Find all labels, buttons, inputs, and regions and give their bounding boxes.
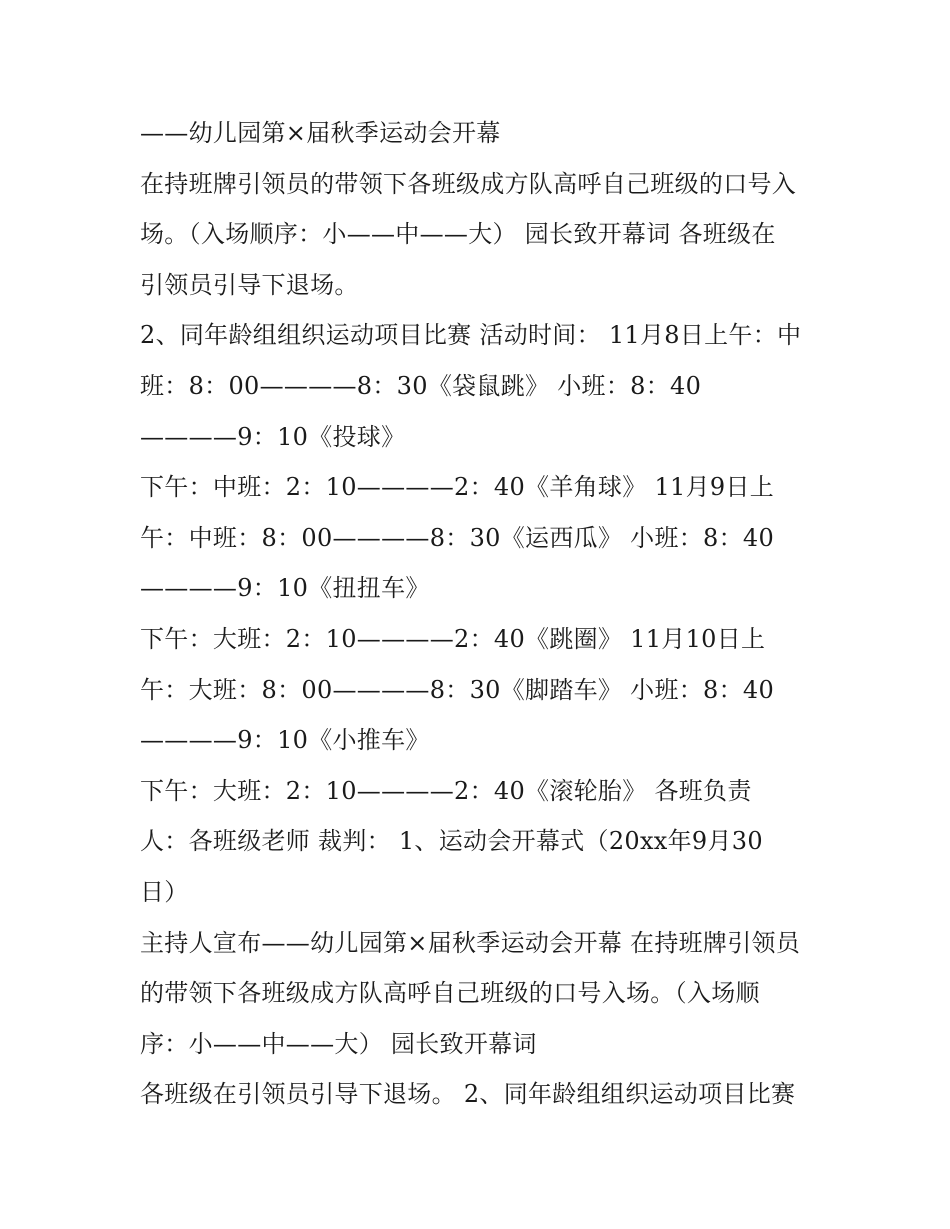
text-line: 的带领下各班级成方队高呼自己班级的口号入场。（入场顺	[140, 979, 760, 1008]
text-line: 午：中班：8：00————8：30《运西瓜》 小班：8：40	[140, 523, 775, 552]
text-line: 场。（入场顺序：小——中——大） 园长致开幕词 各班级在	[140, 220, 776, 249]
text-line: 序：小——中——大） 园长致开幕词	[140, 1029, 537, 1058]
text-line: 人：各班级老师 裁判： 1、运动会开幕式（20xx年9月30	[140, 827, 763, 856]
text-line: 下午：大班：2：10————2：40《跳圈》 11月10日上	[140, 624, 766, 653]
text-line: 班：8：00————8：30《袋鼠跳》 小班：8：40	[140, 371, 702, 400]
text-line: 在持班牌引领员的带领下各班级成方队高呼自己班级的口号入	[140, 169, 797, 198]
text-line: 下午：中班：2：10————2：40《羊角球》 11月9日上	[140, 473, 775, 502]
document-body	[140, 108, 820, 1120]
text-line: 引领员引导下退场。	[140, 270, 359, 299]
text-line: 下午：大班：2：10————2：40《滚轮胎》 各班负责	[140, 776, 752, 805]
text-line: ————9：10《扭扭车》	[140, 574, 430, 603]
text-line: 日）	[140, 877, 189, 906]
text-line: ————9：10《小推车》	[140, 726, 430, 755]
text-line: 午：大班：8：00————8：30《脚踏车》 小班：8：40	[140, 675, 775, 704]
text-line: ——幼儿园第×届秋季运动会开幕	[140, 119, 501, 147]
text-line: 2、同年龄组组织运动项目比赛 活动时间： 11月8日上午：中	[140, 321, 802, 350]
text-line: 各班级在引领员引导下退场。 2、同年龄组组织运动项目比赛	[140, 1080, 796, 1109]
text-line: 主持人宣布——幼儿园第×届秋季运动会开幕 在持班牌引领员	[140, 928, 801, 957]
text-line: ————9：10《投球》	[140, 422, 406, 451]
